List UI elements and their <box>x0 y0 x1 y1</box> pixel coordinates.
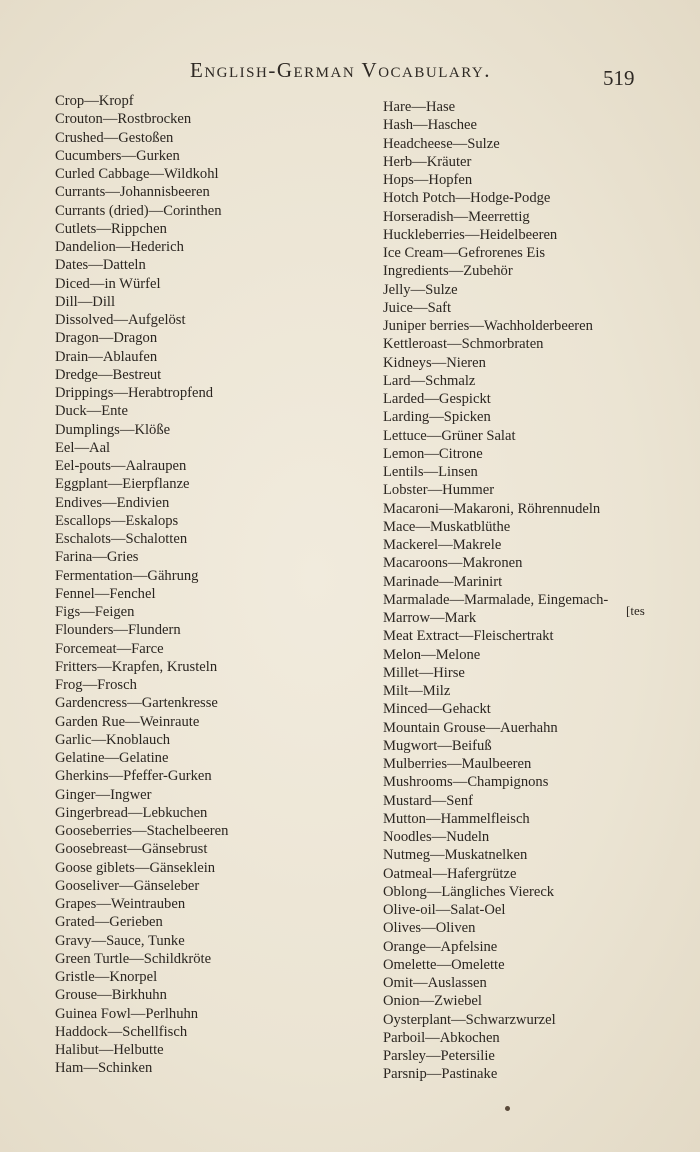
vocabulary-entry: Macaroni—Makaroni, Röhrennudeln <box>383 500 601 517</box>
vocabulary-entry: Onion—Zwiebel <box>383 993 482 1010</box>
vocabulary-entry: Mustard—Senf <box>383 792 473 809</box>
vocabulary-entry: Gelatine—Gelatine <box>55 750 169 766</box>
vocabulary-entry: Currants—Johannisbeeren <box>55 184 210 201</box>
vocabulary-entry: Curled Cabbage—Wildkohl <box>55 166 219 182</box>
vocabulary-entry: Cucumbers—Gurken <box>55 147 180 164</box>
vocabulary-entry: Eschalots—Schalotten <box>55 531 188 547</box>
vocabulary-entry: Haddock—Schellfisch <box>55 1023 188 1040</box>
vocabulary-entry: Headcheese—Sulze <box>383 135 500 152</box>
vocabulary-entry: Farina—Gries <box>55 549 139 566</box>
vocabulary-entry: Orange—Apfelsine <box>383 938 498 955</box>
vocabulary-entry: Millet—Hirse <box>383 664 465 681</box>
vocabulary-entry: Lobster—Hummer <box>383 482 495 499</box>
vocabulary-entry: Duck—Ente <box>55 403 128 420</box>
vocabulary-entry: Oysterplant—Schwarzwurzel <box>383 1011 556 1028</box>
vocabulary-entry: Eel-pouts—Aalraupen <box>55 458 187 474</box>
vocabulary-entry: Larded—Gespickt <box>383 391 491 407</box>
vocabulary-entry: Garlic—Knoblauch <box>55 731 171 748</box>
vocabulary-entry: Frog—Frosch <box>55 677 137 693</box>
vocabulary-entry: Kettleroast—Schmorbraten <box>383 336 544 353</box>
vocabulary-entry: Mugwort—Beifuß <box>383 737 492 754</box>
vocabulary-entry: Mountain Grouse—Auerhahn <box>383 719 558 736</box>
vocabulary-entry: Crop—Kropf <box>55 93 134 109</box>
vocabulary-entry: Eel—Aal <box>55 439 111 456</box>
vocabulary-entry: Forcemeat—Farce <box>55 640 164 657</box>
vocabulary-entry: Omit—Auslassen <box>383 975 487 991</box>
vocabulary-entry: Lentils—Linsen <box>383 464 478 480</box>
marginal-note: [tes <box>626 603 645 618</box>
vocabulary-entry: Dandelion—Hederich <box>55 239 184 255</box>
vocabulary-entry: Halibut—Helbutte <box>55 1042 164 1058</box>
vocabulary-entry: Goosebreast—Gänsebrust <box>55 841 208 858</box>
vocabulary-entry: Oatmeal—Hafergrütze <box>383 865 517 882</box>
vocabulary-entry: Dumplings—Klöße <box>55 421 171 438</box>
vocabulary-entry: Eggplant—Eierpflanze <box>55 476 190 493</box>
vocabulary-entry: Herb—Kräuter <box>383 153 472 170</box>
vocabulary-entry: Fritters—Krapfen, Krusteln <box>55 658 218 675</box>
vocabulary-entry: Drippings—Herabtropfend <box>55 385 214 401</box>
vocabulary-entry: Gooseberries—Stachelbeeren <box>55 823 229 839</box>
vocabulary-entry: Figs—Feigen <box>55 604 135 620</box>
vocabulary-entry: Parboil—Abkochen <box>383 1029 500 1046</box>
vocabulary-entry: Fermentation—Gährung <box>55 567 199 584</box>
vocabulary-entry: Gardencress—Gartenkresse <box>55 695 218 712</box>
vocabulary-entry: Huckleberries—Heidelbeeren <box>383 226 558 243</box>
vocabulary-entry: Oblong—Längliches Viereck <box>383 883 555 900</box>
ink-dot <box>505 1106 510 1111</box>
vocabulary-entry: Grapes—Weintrauben <box>55 896 186 912</box>
vocabulary-entry: Crushed—Gestoßen <box>55 129 174 146</box>
vocabulary-entry: Mulberries—Maulbeeren <box>383 756 532 772</box>
vocabulary-entry: Ham—Schinken <box>55 1060 153 1077</box>
vocabulary-entry: Meat Extract—Fleischertrakt <box>383 628 554 645</box>
vocabulary-entry: Olive-oil—Salat-Oel <box>383 902 506 918</box>
vocabulary-entry: Marmalade—Marmalade, Eingemach- <box>383 591 609 608</box>
vocabulary-entry: Mutton—Hammelfleisch <box>383 810 530 827</box>
vocabulary-entry: Omelette—Omelette <box>383 956 505 973</box>
vocabulary-entry: Grouse—Birkhuhn <box>55 987 167 1004</box>
vocabulary-entry: Lettuce—Grüner Salat <box>383 427 516 444</box>
vocabulary-entry: Lemon—Citrone <box>383 445 483 462</box>
vocabulary-entry: Garden Rue—Weinraute <box>55 713 200 730</box>
vocabulary-entry: Macaroons—Makronen <box>383 555 523 572</box>
vocabulary-entry: Marrow—Mark <box>383 610 477 626</box>
vocabulary-entry: Flounders—Flundern <box>55 622 181 639</box>
vocabulary-entry: Grated—Gerieben <box>55 914 163 931</box>
vocabulary-entry: Dates—Datteln <box>55 257 146 274</box>
page-title: English-German Vocabulary. <box>190 58 491 82</box>
vocabulary-entry: Melon—Melone <box>383 646 481 663</box>
vocabulary-entry: Ginger—Ingwer <box>55 786 152 803</box>
vocabulary-entry: Ingredients—Zubehör <box>383 263 513 280</box>
vocabulary-entry: Kidneys—Nieren <box>383 354 486 371</box>
vocabulary-entry: Mace—Muskatblüthe <box>383 518 511 535</box>
vocabulary-entry: Marinade—Marinirt <box>383 573 503 590</box>
vocabulary-entry: Fennel—Fenchel <box>55 585 156 602</box>
vocabulary-entry: Cutlets—Rippchen <box>55 220 167 237</box>
vocabulary-entry: Hotch Potch—Hodge-Podge <box>383 190 551 207</box>
vocabulary-entry: Endives—Endivien <box>55 494 170 511</box>
vocabulary-column-left <box>55 92 365 1078</box>
vocabulary-entry: Gherkins—Pfeffer-Gurken <box>55 768 212 785</box>
vocabulary-entry: Parsnip—Pastinake <box>383 1066 498 1083</box>
vocabulary-entry: Guinea Fowl—Perlhuhn <box>55 1005 199 1022</box>
vocabulary-entry: Currants (dried)—Corinthen <box>55 202 222 219</box>
vocabulary-entry: Crouton—Rostbrocken <box>55 111 192 128</box>
vocabulary-entry: Gristle—Knorpel <box>55 969 158 985</box>
vocabulary-entry: Noodles—Nudeln <box>383 829 490 845</box>
vocabulary-entry: Nutmeg—Muskatnelken <box>383 847 528 864</box>
vocabulary-entry: Escallops—Eskalops <box>55 512 179 529</box>
vocabulary-entry: Dissolved—Aufgelöst <box>55 312 186 328</box>
vocabulary-column-right <box>383 98 683 1084</box>
page-number: 519 <box>603 66 635 90</box>
vocabulary-entry: Milt—Milz <box>383 683 451 699</box>
vocabulary-entry: Dill—Dill <box>55 293 115 310</box>
vocabulary-entry: Hare—Hase <box>383 99 456 115</box>
vocabulary-entry: Dredge—Bestreut <box>55 366 162 383</box>
vocabulary-entry: Ice Cream—Gefrorenes Eis <box>383 245 546 261</box>
vocabulary-entry: Gooseliver—Gänseleber <box>55 877 200 894</box>
vocabulary-entry: Goose giblets—Gänseklein <box>55 859 216 876</box>
vocabulary-entry: Jelly—Sulze <box>383 281 458 298</box>
vocabulary-entry: Green Turtle—Schildkröte <box>55 950 212 967</box>
vocabulary-entry: Olives—Oliven <box>383 920 476 937</box>
vocabulary-entry: Minced—Gehackt <box>383 701 491 718</box>
vocabulary-entry: Dragon—Dragon <box>55 330 158 347</box>
vocabulary-entry: Hash—Haschee <box>383 117 478 134</box>
vocabulary-entry: Juice—Saft <box>383 299 452 316</box>
vocabulary-entry: Gingerbread—Lebkuchen <box>55 804 208 821</box>
vocabulary-entry: Hops—Hopfen <box>383 172 473 188</box>
vocabulary-entry: Mushrooms—Champignons <box>383 774 549 791</box>
vocabulary-entry: Juniper berries—Wachholderbeeren <box>383 318 593 334</box>
vocabulary-entry: Horseradish—Meerrettig <box>383 208 530 225</box>
vocabulary-entry: Larding—Spicken <box>383 409 491 426</box>
vocabulary-entry: Parsley—Petersilie <box>383 1048 495 1064</box>
vocabulary-entry: Gravy—Sauce, Tunke <box>55 932 185 949</box>
vocabulary-entry: Diced—in Würfel <box>55 275 161 292</box>
vocabulary-entry: Lard—Schmalz <box>383 372 476 389</box>
vocabulary-entry: Drain—Ablaufen <box>55 348 158 365</box>
vocabulary-entry: Mackerel—Makrele <box>383 537 502 553</box>
